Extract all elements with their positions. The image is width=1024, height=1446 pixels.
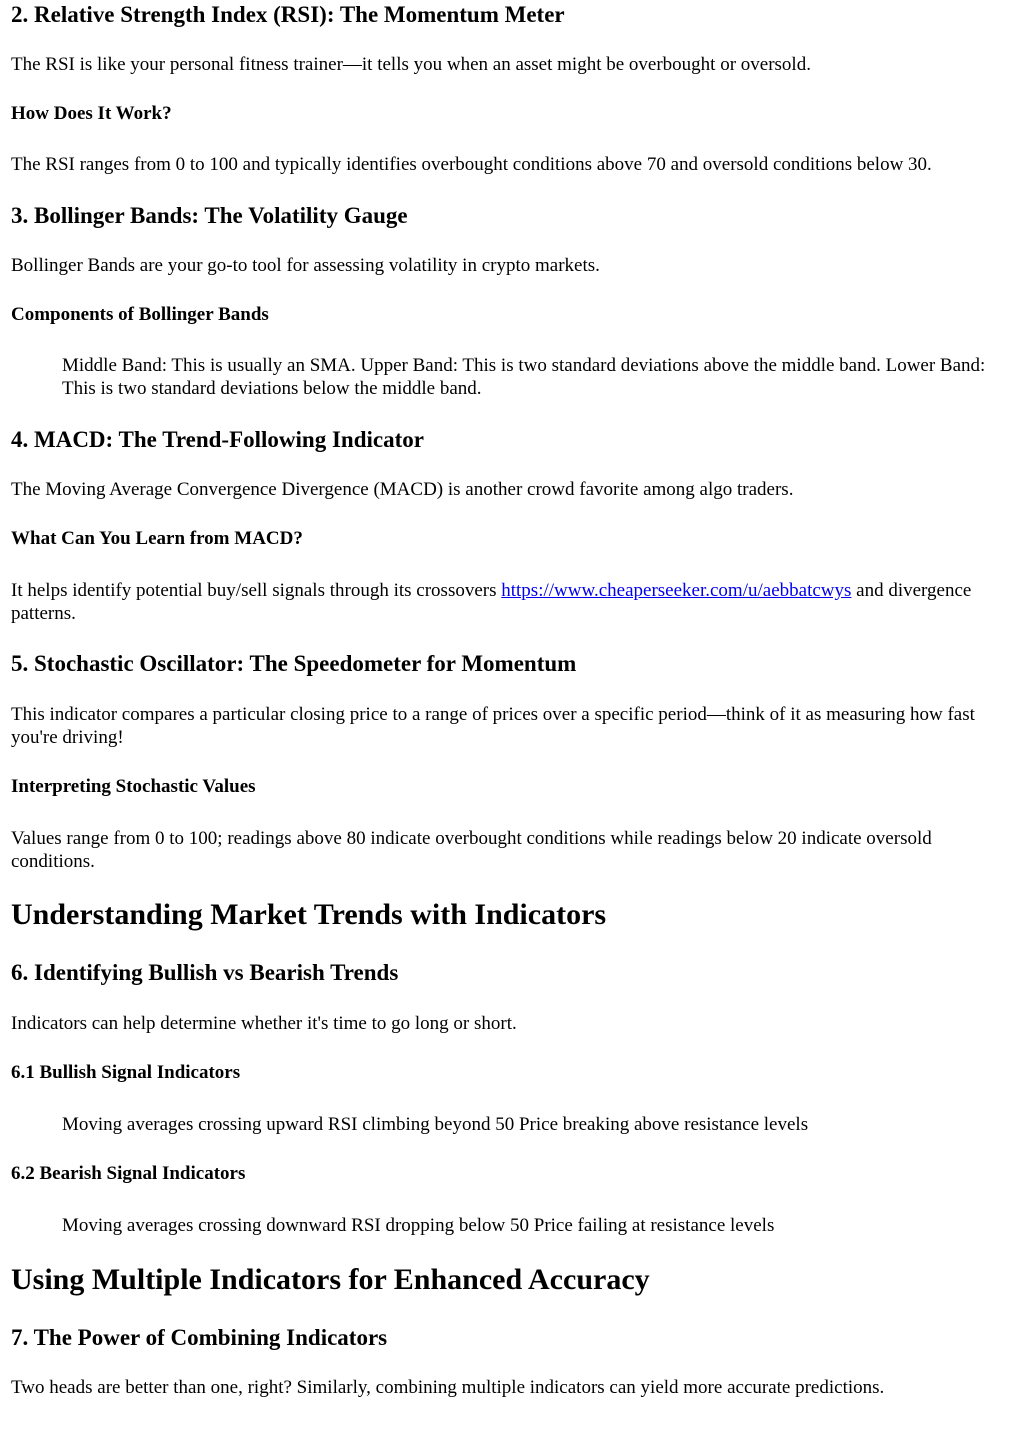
multiple-intro: Two heads are better than one, right? Similarly, combining multiple indicators can yield more accurate predictions.: [11, 1377, 885, 1398]
stochastic-body: Values range from 0 to 100; readings above 80 indicate overbought conditions while readings below 20 indicate oversold conditions.: [11, 828, 932, 872]
bollinger-subheading: Components of Bollinger Bands: [11, 304, 269, 325]
bearish-list: Moving averages crossing downward RSI dropping below 50 Price failing at resistance levels: [62, 1215, 775, 1236]
bollinger-components: Middle Band: This is usually an SMA. Upper Band: This is two standard deviations above the middle band. Lower Band: This is two standard deviations below the middle band.: [62, 355, 986, 399]
trends-heading: 6. Identifying Bullish vs Bearish Trends: [11, 960, 399, 985]
macd-subheading: What Can You Learn from MACD?: [11, 528, 303, 549]
macd-intro: The Moving Average Convergence Divergence (MACD) is another crowd favorite among algo traders.: [11, 479, 794, 500]
multiple-title: Using Multiple Indicators for Enhanced Accuracy: [11, 1263, 650, 1296]
bullish-heading: 6.1 Bullish Signal Indicators: [11, 1062, 241, 1083]
macd-body: [11, 579, 1016, 625]
trends-title: Understanding Market Trends with Indicators: [11, 898, 607, 931]
bollinger-heading: 3. Bollinger Bands: The Volatility Gauge: [11, 203, 408, 228]
bollinger-intro: Bollinger Bands are your go-to tool for assessing volatility in crypto markets.: [11, 255, 600, 276]
macd-heading: 4. MACD: The Trend-Following Indicator: [11, 427, 424, 452]
stochastic-subheading: Interpreting Stochastic Values: [11, 776, 256, 797]
rsi-heading: 2. Relative Strength Index (RSI): The Momentum Meter: [11, 2, 565, 27]
macd-body-before-link: It helps identify potential buy/sell signals through its crossovers: [11, 580, 502, 601]
bearish-heading: 6.2 Bearish Signal Indicators: [11, 1163, 246, 1184]
multiple-heading: 7. The Power of Combining Indicators: [11, 1325, 388, 1350]
stochastic-heading: 5. Stochastic Oscillator: The Speedometer for Momentum: [11, 651, 577, 676]
rsi-subheading: How Does It Work?: [11, 103, 172, 124]
macd-body-after-link: and divergence patterns.: [11, 580, 972, 624]
stochastic-intro: This indicator compares a particular closing price to a range of prices over a specific period—think of it as measuring how fast you're driving!: [11, 704, 975, 748]
rsi-intro: The RSI is like your personal fitness trainer—it tells you when an asset might be overbought or oversold.: [11, 54, 811, 75]
bullish-list: Moving averages crossing upward RSI climbing beyond 50 Price breaking above resistance levels: [62, 1114, 809, 1135]
rsi-body: The RSI ranges from 0 to 100 and typically identifies overbought conditions above 70 and oversold conditions below 30.: [11, 154, 932, 175]
cheaperseeker-link[interactable]: https://www.cheaperseeker.com/u/aebbatcwys: [501, 580, 852, 601]
trends-intro: Indicators can help determine whether it's time to go long or short.: [11, 1013, 517, 1034]
